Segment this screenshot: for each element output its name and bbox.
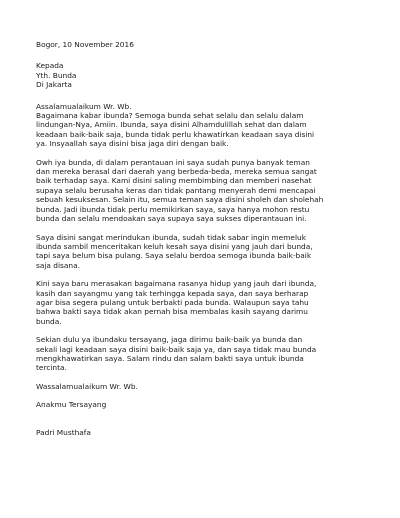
paragraph-line: bahwa bakti saya tidak akan pernah bisa membalas kasih sayang darimu: [36, 307, 308, 317]
paragraph-line: Owh iya bunda, di dalam perantauan ini saya sudah punya banyak teman: [36, 157, 310, 167]
paragraph-line: ya. Insyaallah saya disini bisa jaga diri dengan baik.: [36, 139, 229, 149]
letter-greeting: Assalamualaikum Wr. Wb.: [36, 101, 132, 111]
paragraph-1: [36, 111, 376, 149]
paragraph-line: dan mereka berasal dari daerah yang berbeda-beda, mereka semua sangat: [36, 167, 317, 177]
recipient-block: [36, 61, 376, 89]
paragraph-line: tapi saya belum bisa pulang. Saya selalu berdoa semoga ibunda baik-baik: [36, 251, 312, 261]
paragraph-line: agar bisa segera pulang untuk berbakti pada bunda. Walaupun saya tahu: [36, 297, 309, 307]
paragraph-2: [36, 158, 376, 224]
paragraph-line: kasih dan sayangmu yang tak terhingga kepada saya, dan saya berharap: [36, 288, 309, 298]
recipient-line: Yth. Bunda: [36, 70, 77, 80]
letter-closing: Wassalamualaikum Wr. Wb.: [36, 381, 138, 391]
paragraph-line: tercinta.: [36, 363, 67, 373]
paragraph-line: sekali lagi keadaan saya disini baik-baik saja ya, dan saya tidak mau bunda: [36, 344, 317, 354]
recipient-line: Di Jakarta: [36, 80, 72, 90]
paragraph-line: baik terhadap saya. Kami disini saling membimbing dan memberi nasehat: [36, 176, 312, 186]
letter-page: [36, 40, 376, 437]
paragraph-4: [36, 279, 376, 326]
paragraph-line: Kini saya baru merasakan bagaimana rasanya hidup yang jauh dari ibunda,: [36, 279, 317, 289]
letter-date: Bogor, 10 November 2016: [36, 40, 134, 49]
paragraph-line: keadaan baik-baik saja, bunda tidak perlu khawatirkan keadaan saya disini: [36, 129, 315, 139]
paragraph-line: bunda dan selalu mendoakan saya supaya saya sukses diperantauan ini.: [36, 214, 307, 224]
paragraph-line: Bagaimana kabar ibunda? Semoga bunda sehat selalu dan selalu dalam: [36, 111, 304, 121]
signature-name: Padri Musthafa: [36, 427, 91, 437]
paragraph-line: lindungan-Nya, Amiin. Ibunda, saya disini Alhamdulillah sehat dan dalam: [36, 120, 307, 130]
paragraph-line: bunda. Jadi ibunda tidak perlu memikirkan saya, saya hanya mohon restu: [36, 204, 310, 214]
paragraph-line: bunda.: [36, 316, 62, 326]
paragraph-line: mengkhawatirkan saya. Salam rindu dan salam bakti saya untuk ibunda: [36, 353, 304, 363]
paragraph-line: supaya selalu berusaha keras dan tidak pantang menyerah demi mencapai: [36, 185, 316, 195]
paragraph-line: saja disana.: [36, 260, 80, 270]
paragraph-line: Saya disini sangat merindukan ibunda, sudah tidak sabar ingin memeluk: [36, 232, 306, 242]
paragraph-line: ibunda sambil menceritakan keluh kesah saya disini yang jauh dari bunda,: [36, 241, 313, 251]
paragraph-5: [36, 335, 376, 373]
paragraph-3: [36, 233, 376, 271]
paragraph-line: sebuah kesuksesan. Selain itu, semua teman saya disini sholeh dan sholehah: [36, 195, 324, 205]
recipient-line: Kepada: [36, 61, 64, 71]
paragraph-line: Sekian dulu ya ibundaku tersayang, jaga dirimu baik-baik ya bunda dan: [36, 335, 303, 345]
closing-relation: Anakmu Tersayang: [36, 400, 107, 410]
